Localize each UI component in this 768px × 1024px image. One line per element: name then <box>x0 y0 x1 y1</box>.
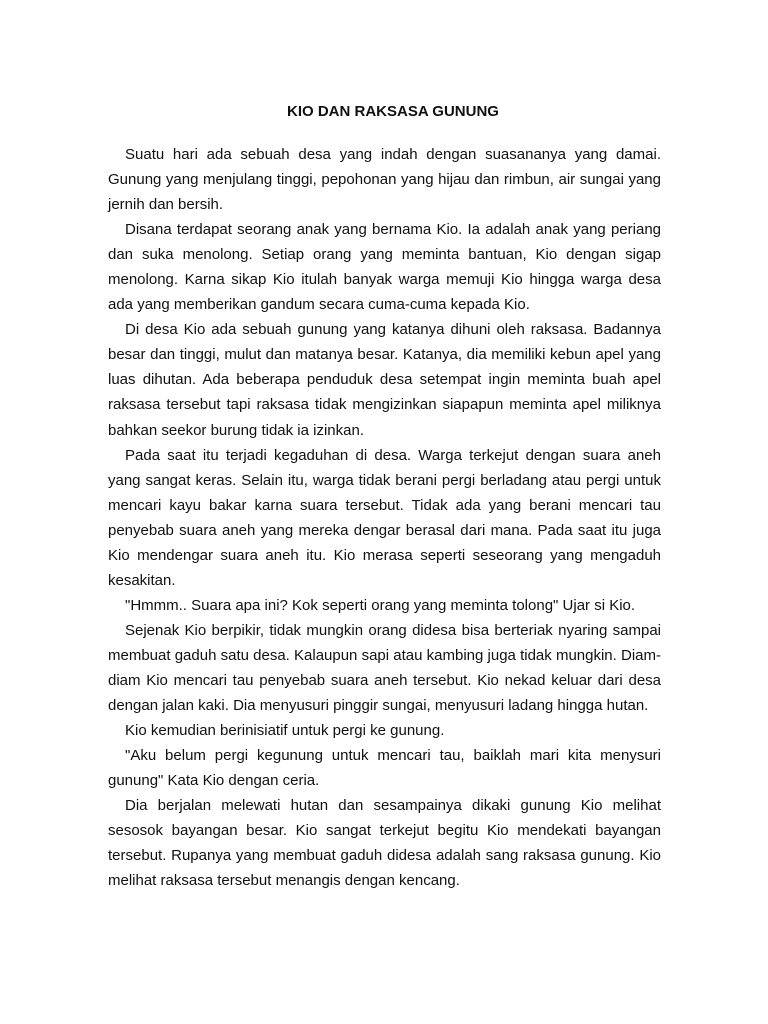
paragraph-6: Sejenak Kio berpikir, tidak mungkin orang didesa bisa berteriak nyaring sampai membuat gaduh satu desa. Kalaupun sapi atau kambing juga tidak mungkin. Diam-diam Kio mencari tau penyebab suara aneh tersebut. Kio nekad keluar dari desa dengan jalan kaki. Dia menyusuri pinggir sungai, menyusuri ladang hingga hutan. <box>108 621 661 715</box>
paragraph-8-dialogue: "Aku belum pergi kegunung untuk mencari tau, baiklah mari kita menysuri gunung" Kata Kio dengan ceria. <box>108 747 661 790</box>
paragraph-7: Kio kemudian berinisiatif untuk pergi ke gunung. <box>125 722 445 740</box>
paragraph-2: Disana terdapat seorang anak yang bernama Kio. Ia adalah anak yang periang dan suka menolong. Setiap orang yang meminta bantuan, Kio dengan sigap menolong. Karna sikap Kio itulah banyak warga memuji Kio hingga warga desa ada yang memberikan gandum secara cuma-cuma kepada Kio. <box>108 221 661 314</box>
document-title: KIO DAN RAKSASA GUNUNG <box>287 103 499 120</box>
paragraph-1: Suatu hari ada sebuah desa yang indah dengan suasananya yang damai. Gunung yang menjulang tinggi, pepohonan yang hijau dan rimbun, air sungai yang jernih dan bersih. <box>108 146 661 214</box>
paragraph-3: Di desa Kio ada sebuah gunung yang katanya dihuni oleh raksasa. Badannya besar dan tinggi, mulut dan matanya besar. Katanya, dia memiliki kebun apel yang luas dihutan. Ada beberapa penduduk desa setempat ingin meminta buah apel raksasa tersebut tapi raksasa tidak mengizinkan siapapun meminta apel miliknya bahkan seekor burung tidak ia izinkan. <box>108 321 661 439</box>
story-body <box>108 142 661 893</box>
paragraph-5-dialogue: "Hmmm.. Suara apa ini? Kok seperti orang yang meminta tolong" Ujar si Kio. <box>125 596 636 614</box>
paragraph-4: Pada saat itu terjadi kegaduhan di desa. Warga terkejut dengan suara aneh yang sangat keras. Selain itu, warga tidak berani pergi berladang atau pergi untuk mencari kayu bakar karna suara tersebut. Tidak ada yang berani mencari tau penyebab suara aneh yang mereka dengar berasal dari mana. Pada saat itu juga Kio mendengar suara aneh itu. Kio merasa seperti seseorang yang mengaduh kesakitan. <box>108 446 661 589</box>
paragraph-9: Dia berjalan melewati hutan dan sesampainya dikaki gunung Kio melihat sesosok bayangan besar. Kio sangat terkejut begitu Kio mendekati bayangan tersebut. Rupanya yang membuat gaduh didesa adalah sang raksasa gunung. Kio melihat raksasa tersebut menangis dengan kencang. <box>108 797 661 890</box>
